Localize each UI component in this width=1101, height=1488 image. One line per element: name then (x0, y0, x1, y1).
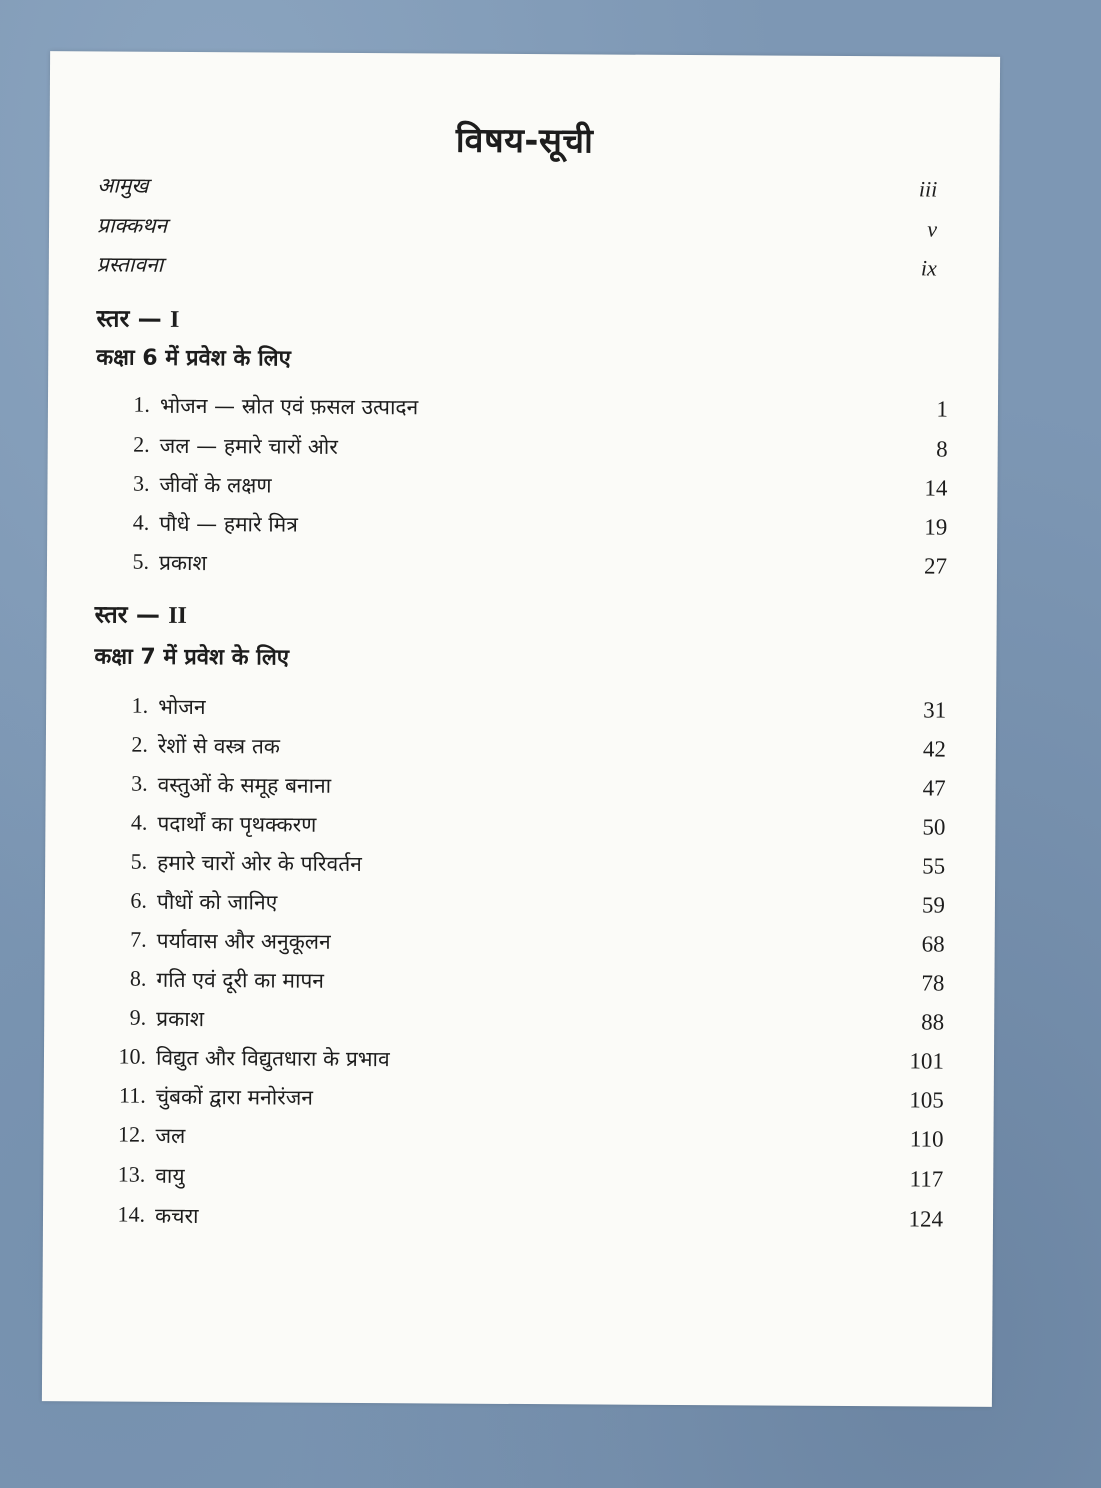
chapter-title: जल (155, 1123, 186, 1148)
front-matter-title: प्राक्कथन (96, 213, 168, 238)
chapter-title: हमारे चारों ओर के परिवर्तन (157, 850, 362, 877)
page-title: विषय-सूची (455, 120, 594, 162)
chapter-number: 4. (130, 809, 148, 835)
chapter-row (106, 692, 946, 731)
chapter-title: गति एवं दूरी का मापन (156, 967, 325, 993)
chapter-number: 2. (133, 431, 150, 457)
chapter-page: 47 (922, 775, 946, 801)
chapter-page: 117 (909, 1166, 944, 1192)
chapter-page: 55 (922, 853, 946, 879)
chapter-row (106, 731, 946, 770)
chapter-row (104, 1004, 944, 1043)
chapter-row (108, 431, 948, 470)
front-matter-title: प्रस्तावना (96, 252, 164, 277)
chapter-title: पदार्थों का पृथक्करण (157, 811, 317, 837)
chapter-row (103, 1161, 943, 1200)
chapter-title: भोजन — स्रोत एवं फ़सल उत्पादन (159, 393, 419, 420)
chapter-row (103, 1121, 943, 1160)
chapter-page: 101 (909, 1048, 945, 1074)
chapter-number: 5. (132, 548, 150, 574)
front-matter-page: ix (920, 255, 937, 281)
chapter-title: भोजन (158, 694, 206, 720)
chapter-row (107, 548, 947, 587)
front-matter-title: आमुख (97, 173, 149, 198)
level-subtitle: कक्षा 6 में प्रवेश के लिए (96, 345, 291, 372)
chapter-row (104, 1043, 944, 1082)
front-matter-item (97, 211, 937, 250)
chapter-number: 3. (132, 470, 150, 496)
chapter-row (105, 809, 945, 848)
chapter-number: 2. (131, 731, 148, 757)
chapter-page: 68 (921, 931, 945, 957)
chapter-title: पौधे — हमारे मित्र (159, 511, 298, 537)
chapter-page: 8 (936, 436, 948, 462)
chapter-page: 88 (921, 1009, 945, 1035)
chapter-title: पौधों को जानिए (156, 889, 278, 915)
chapter-page: 19 (924, 514, 948, 540)
front-matter-page: v (927, 216, 938, 242)
chapter-row (106, 770, 946, 809)
chapter-title: वायु (155, 1163, 185, 1188)
front-matter-item (97, 171, 937, 210)
chapter-title: जल — हमारे चारों ओर (159, 433, 338, 459)
chapter-title: रेशों से वस्त्र तक (157, 733, 281, 759)
chapter-title: कचरा (154, 1203, 199, 1229)
chapter-number: 1. (133, 391, 151, 417)
chapter-page: 110 (909, 1126, 944, 1152)
chapter-number: 1. (131, 692, 149, 718)
chapter-number: 14. (117, 1201, 146, 1227)
chapter-number: 8. (129, 965, 147, 991)
chapter-row (105, 848, 945, 887)
level-subtitle: कक्षा 7 में प्रवेश के लिए (94, 644, 290, 671)
chapter-number: 12. (117, 1121, 146, 1147)
level-heading (96, 301, 179, 335)
chapter-number: 4. (132, 509, 150, 535)
chapter-row (105, 926, 945, 965)
chapter-number: 6. (130, 887, 148, 913)
chapter-page: 105 (909, 1087, 944, 1113)
chapter-page: 42 (922, 736, 946, 762)
chapter-number: 7. (130, 926, 147, 952)
chapter-row (107, 509, 947, 548)
chapter-page: 1 (936, 396, 949, 422)
chapter-page: 27 (923, 553, 948, 579)
front-matter-item (97, 250, 937, 289)
contents-page (42, 51, 1000, 1407)
level-label: स्तर — (96, 304, 162, 333)
chapter-title: चुंबकों द्वारा मनोरंजन (155, 1084, 314, 1110)
chapter-row (104, 1082, 944, 1121)
chapter-number: 3. (131, 770, 148, 796)
chapter-row (103, 1201, 943, 1240)
level-numeral: I (169, 306, 180, 333)
chapter-row (104, 965, 944, 1004)
level-numeral: II (168, 602, 187, 629)
chapter-page: 14 (924, 475, 948, 501)
chapter-page: 59 (921, 892, 946, 918)
chapter-title: पर्यावास और अनुकूलन (156, 928, 331, 954)
chapter-title: प्रकाश (158, 550, 207, 576)
level-label: स्तर — (94, 600, 160, 629)
chapter-row (107, 470, 947, 509)
chapter-number: 13. (117, 1161, 146, 1187)
chapter-page: 50 (922, 814, 946, 840)
chapter-number: 5. (130, 848, 148, 874)
chapter-number: 9. (129, 1004, 147, 1030)
chapter-title: प्रकाश (156, 1006, 205, 1032)
chapter-title: वस्तुओं के समूह बनाना (157, 772, 332, 798)
front-matter-page: iii (918, 176, 938, 202)
chapter-title: विद्युत और विद्युतधारा के प्रभाव (155, 1045, 390, 1072)
chapter-row (108, 391, 948, 430)
chapter-page: 78 (921, 970, 945, 996)
chapter-page: 124 (908, 1206, 944, 1232)
chapter-row (105, 887, 945, 926)
chapter-number: 10. (118, 1043, 147, 1069)
chapter-title: जीवों के लक्षण (159, 472, 272, 498)
level-heading (95, 597, 187, 631)
chapter-number: 11. (118, 1082, 146, 1108)
chapter-page: 31 (923, 697, 947, 723)
